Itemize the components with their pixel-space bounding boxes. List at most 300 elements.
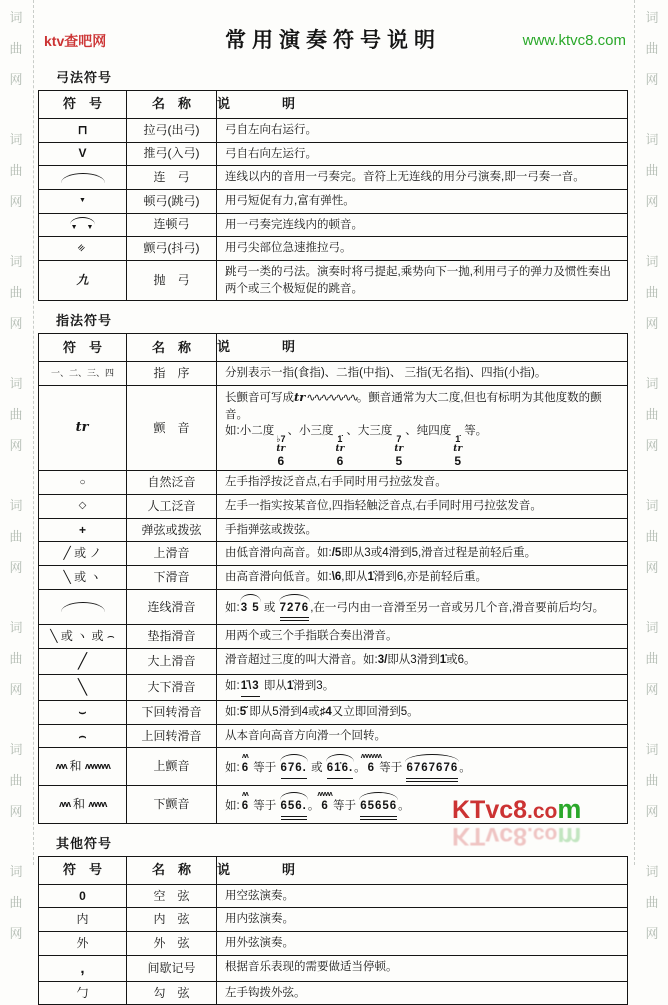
- mordent-over-note: 6 ʌʌ: [241, 753, 249, 775]
- notation-text: 或: [307, 762, 326, 775]
- notation-text: 根据音乐表现的需要做适当停顿。: [225, 960, 398, 973]
- name-cell: 勾 弦: [126, 982, 216, 1005]
- watermark-char: 网: [9, 316, 23, 331]
- table-row: [39, 494, 627, 518]
- name-cell: 颤弓(抖弓): [126, 237, 216, 260]
- symbol-table: [38, 90, 628, 301]
- description-cell: [216, 143, 627, 166]
- notation-text: 弓自右向左运行。: [225, 147, 317, 160]
- name-cell: 间歇记号: [126, 956, 216, 981]
- notation-text: 和: [66, 759, 85, 774]
- watermark-char: 曲: [9, 651, 23, 666]
- notation-text: 由高音滑向低音。如:: [225, 571, 332, 584]
- notation-text: 等于: [250, 762, 280, 775]
- notation-text: \6: [331, 571, 342, 584]
- table-row: [39, 724, 627, 748]
- notation-text: 用弓短促有力,富有弹性。: [225, 194, 355, 207]
- notation-text: 7276: [280, 600, 310, 622]
- notation-text: 由低音滑向高音。如:: [225, 547, 332, 560]
- notation-text: ▼ ▼: [70, 224, 95, 232]
- watermark-char: 曲: [645, 41, 659, 56]
- column-header: 符 号: [62, 339, 102, 355]
- description-cell: [216, 119, 627, 142]
- page-header: [38, 22, 628, 58]
- notation-text: 外: [76, 935, 89, 950]
- watermark-char: 词: [645, 376, 659, 391]
- table-row: [39, 700, 627, 724]
- table-row: [39, 361, 627, 385]
- notation-text: 左手指浮按泛音点,右手同时用弓拉弦发音。: [225, 476, 447, 489]
- table-header-row: [39, 334, 627, 361]
- watermark-char: 网: [645, 682, 659, 697]
- notation-text: 和: [69, 797, 89, 811]
- description-cell: [216, 519, 627, 542]
- watermark-char: 词: [645, 620, 659, 635]
- notation-text: 。: [354, 762, 366, 775]
- description-cell: [216, 932, 627, 955]
- mordent-symbol: ʌʌʌʌʌ: [88, 799, 106, 810]
- notation-text: 如:: [225, 706, 240, 719]
- table-row: [39, 541, 627, 565]
- notation-text: 65656: [360, 798, 397, 820]
- name-cell: 指 序: [126, 362, 216, 385]
- description-cell: [216, 261, 627, 300]
- notation-text: 。颤音通常为大二度,但也有标明为其他度数的颤音。: [225, 391, 602, 421]
- watermark-char: 曲: [645, 407, 659, 422]
- section-1: [38, 67, 628, 301]
- notation-text: 九: [76, 273, 89, 288]
- logo-text-main: KTvc8: [452, 796, 528, 824]
- logo-text-m: m: [557, 794, 582, 824]
- notation-text: ○: [79, 476, 86, 488]
- table-row: [39, 385, 627, 471]
- description-cell: [216, 214, 627, 237]
- notation-text: 即从: [260, 680, 287, 693]
- name-cell: 大上滑音: [126, 649, 216, 674]
- notation-text: 勹: [76, 985, 89, 1000]
- watermark-char: 曲: [9, 285, 23, 300]
- notation-text: 、大三度: [346, 425, 393, 438]
- description-cell: [216, 725, 627, 748]
- notation-text: ⊓: [77, 122, 88, 138]
- description-cell: [216, 542, 627, 565]
- table-row: [39, 142, 627, 166]
- table-header-row: [39, 91, 627, 118]
- description-cell: [216, 495, 627, 518]
- description-cell: [216, 166, 627, 189]
- watermark-char: 网: [9, 682, 23, 697]
- watermark-right: [641, 2, 663, 941]
- name-cell: 下滑音: [126, 566, 216, 589]
- name-cell: 上颤音: [126, 748, 216, 785]
- column-header: 符 号: [62, 96, 102, 112]
- notation-text: 676.: [281, 760, 307, 779]
- notation-text: 滑到3。: [293, 680, 335, 693]
- symbol-cell: [39, 701, 126, 724]
- symbol-cell: [39, 649, 126, 674]
- watermark-char: 曲: [9, 407, 23, 422]
- watermark-char: 网: [645, 804, 659, 819]
- notation-text: 。: [398, 800, 410, 813]
- symbol-cell: [39, 166, 126, 189]
- notation-text: ≡: [75, 241, 89, 255]
- notation-text: ╱ 或 ノ: [63, 546, 102, 561]
- site-url-right: www.ktvc8.com: [522, 32, 626, 49]
- symbol-cell: [39, 495, 126, 518]
- name-cell: 内 弦: [126, 908, 216, 931]
- watermark-char: 词: [9, 864, 23, 879]
- watermark-char: 网: [9, 194, 23, 209]
- watermark-char: 网: [9, 438, 23, 453]
- table-row: [39, 118, 627, 142]
- table-row: [39, 589, 627, 625]
- watermark-char: 网: [645, 72, 659, 87]
- notation-text: 即从3或4滑到5,滑音过程是前轻后重。: [341, 547, 537, 560]
- column-header: 符 号: [62, 862, 102, 878]
- notation-text: 滑音超过三度的叫大滑音。如:: [225, 654, 378, 667]
- jianpu-trill-stack: 1̇ tr 5: [453, 434, 463, 469]
- notation-text: 61̇6.: [327, 760, 353, 779]
- symbol-cell: [39, 748, 126, 785]
- symbol-table: [38, 333, 628, 824]
- notation-text: 分别表示一指(食指)、二指(中指)、 三指(无名指)、四指(小指)。: [225, 367, 547, 380]
- notation-text: 1̇: [286, 680, 294, 693]
- logo-text-co: .co: [527, 800, 558, 823]
- notation-text: 、纯四度: [405, 425, 452, 438]
- notation-text: ⌣: [78, 704, 87, 719]
- description-cell: [216, 362, 627, 385]
- symbol-cell: [39, 542, 126, 565]
- notation-text: 又立即回滑到5。: [331, 706, 419, 719]
- section-2: [38, 310, 628, 824]
- watermark-char: 网: [645, 926, 659, 941]
- notation-text: 如:小二度: [225, 425, 275, 438]
- notation-text: 弓自左向右运行。: [225, 123, 317, 136]
- mordent-over-note: 6 ʌʌʌʌʌ: [317, 791, 332, 813]
- mordent-symbol: ʌʌʌ: [59, 799, 70, 810]
- name-cell: 空 弦: [126, 885, 216, 908]
- symbol-cell: [39, 566, 126, 589]
- symbol-cell: [39, 956, 126, 981]
- symbol-cell: [39, 237, 126, 260]
- symbol-cell: [39, 119, 126, 142]
- name-cell: 颤 音: [126, 386, 216, 471]
- watermark-char: 词: [9, 254, 23, 269]
- description-cell: [216, 649, 627, 674]
- jianpu-trill-stack: 1̇ tr 6: [335, 434, 345, 469]
- symbol-cell: [39, 214, 126, 237]
- symbol-cell: [39, 982, 126, 1005]
- table-row: [39, 236, 627, 260]
- notation-text: V: [78, 146, 87, 161]
- section-3: [38, 833, 628, 1005]
- symbol-cell: [39, 590, 126, 625]
- section-label: 指法符号: [56, 313, 113, 329]
- table-row: [39, 747, 627, 785]
- notation-text: 用外弦演奏。: [225, 936, 294, 949]
- dashed-guide-right: [634, 0, 635, 865]
- symbol-cell: [39, 471, 126, 494]
- notation-text: ▼: [79, 197, 86, 205]
- notation-text: /5: [331, 547, 342, 560]
- notation-text: 、小三度: [287, 425, 334, 438]
- notation-text: 3/: [377, 654, 388, 667]
- jianpu-trill-stack: 7 tr 5: [394, 434, 404, 469]
- notation-text: 1̇\3: [241, 678, 260, 697]
- table-row: [39, 213, 627, 237]
- symbol-cell: [39, 143, 126, 166]
- notation-text: 即从5滑到4或: [246, 706, 320, 719]
- notation-text: 等于: [329, 800, 360, 813]
- section-label: 其他符号: [56, 835, 113, 851]
- notation-text: tr: [294, 389, 306, 404]
- notation-text: ,: [80, 959, 85, 977]
- notation-text: ╲ 或 ヽ 或 ⌢: [50, 629, 115, 644]
- column-header: 名 称: [126, 91, 216, 118]
- watermark-char: 词: [645, 864, 659, 879]
- notation-text: 或6。: [446, 654, 476, 667]
- mordent-over-note: 6 ʌʌ: [241, 791, 249, 813]
- description-cell: [216, 885, 627, 908]
- mordent-over-note: 6 ʌʌʌʌʌʌʌ: [360, 753, 382, 775]
- table-row: [39, 470, 627, 494]
- symbol-cell: [39, 519, 126, 542]
- notation-text: ∿∿∿∿∿∿∿: [306, 391, 357, 404]
- watermark-char: 词: [9, 742, 23, 757]
- column-header: 说 明: [216, 857, 627, 884]
- description-cell: [216, 590, 627, 625]
- symbol-cell: [39, 908, 126, 931]
- table-row: [39, 981, 627, 1005]
- logo-text-co: .co: [527, 823, 558, 846]
- watermark-char: 曲: [9, 773, 23, 788]
- symbol-cell: [39, 386, 126, 471]
- name-cell: 大下滑音: [126, 675, 216, 700]
- name-cell: 连线滑音: [126, 590, 216, 625]
- description-cell: [216, 908, 627, 931]
- table-row: [39, 165, 627, 189]
- notation-text: 连线以内的音用一弓奏完。音符上无连线的用分弓演奏,即一弓奏一音。: [225, 171, 585, 184]
- name-cell: 拉弓(出弓): [126, 119, 216, 142]
- description-cell: [216, 237, 627, 260]
- jianpu-trill-stack: ♭7 tr 6: [276, 434, 286, 469]
- table-row: [39, 648, 627, 674]
- watermark-char: 词: [9, 620, 23, 635]
- slur-arc-symbol: [61, 602, 105, 612]
- notation-text: 5̆: [239, 706, 247, 719]
- name-cell: 下回转滑音: [126, 701, 216, 724]
- symbol-cell: [39, 261, 126, 300]
- description-cell: [216, 982, 627, 1005]
- page-title: 常用演奏符号说明: [225, 29, 441, 52]
- column-header: 说 明: [216, 334, 627, 361]
- notation-text: 用两个或三个手指联合奏出滑音。: [225, 630, 398, 643]
- notation-text: 或: [260, 601, 279, 614]
- notation-text: 长颤音可写成: [225, 391, 294, 404]
- watermark-char: 网: [9, 72, 23, 87]
- table-row: [39, 189, 627, 213]
- notation-text: 如:: [225, 762, 240, 775]
- watermark-char: 曲: [645, 285, 659, 300]
- symbol-cell: [39, 885, 126, 908]
- table-row: [39, 518, 627, 542]
- notation-text: 3 5: [241, 600, 260, 617]
- notation-text: 一、二、三、四: [50, 368, 114, 379]
- watermark-char: 网: [645, 560, 659, 575]
- name-cell: 自然泛音: [126, 471, 216, 494]
- notation-text: 滑到6,亦是前轻后重。: [373, 571, 487, 584]
- section-label: 弓法符号: [56, 70, 113, 85]
- table-header-row: [39, 857, 627, 884]
- notation-text: 左手一指实按某音位,四指轻触泛音点,右手同时用弓拉弦发音。: [225, 500, 542, 513]
- name-cell: 人工泛音: [126, 495, 216, 518]
- notation-text: 内: [76, 912, 89, 927]
- watermark-char: 网: [645, 438, 659, 453]
- symbol-table: [38, 856, 628, 1005]
- symbol-cell: [39, 786, 126, 823]
- table-row: [39, 565, 627, 589]
- symbol-cell: [39, 625, 126, 648]
- symbol-cell: [39, 932, 126, 955]
- watermark-char: 曲: [645, 651, 659, 666]
- notation-text: ,在一弓内由一音滑至另一音或另几个音,滑音要前后均匀。: [310, 601, 605, 614]
- watermark-char: 曲: [645, 773, 659, 788]
- name-cell: 外 弦: [126, 932, 216, 955]
- name-cell: 垫指滑音: [126, 625, 216, 648]
- watermark-char: 词: [9, 10, 23, 25]
- table-row: [39, 931, 627, 955]
- notation-text: 等。: [464, 425, 488, 438]
- notation-text: ♯4: [319, 706, 332, 719]
- ktvc8-logo-watermark: [452, 794, 627, 856]
- notation-text: 。: [307, 800, 320, 813]
- ktvc8-logo-reflection: [452, 821, 581, 852]
- column-header: 名 称: [126, 857, 216, 884]
- watermark-char: 曲: [645, 895, 659, 910]
- watermark-char: 词: [645, 132, 659, 147]
- notation-text: 从本音向高音方向滑一个回转。: [225, 729, 386, 742]
- notation-text: 656.: [281, 798, 307, 820]
- table-row: [39, 907, 627, 931]
- slur-arc-symbol: [61, 173, 105, 183]
- notation-text: +: [78, 522, 86, 537]
- watermark-char: 曲: [9, 895, 23, 910]
- table-row: [39, 884, 627, 908]
- description-cell: [216, 625, 627, 648]
- notation-text: ╱: [77, 653, 88, 671]
- table-row: [39, 624, 627, 648]
- notation-text: 跳弓一类的弓法。演奏时将弓提起,乘势向下一抛,利用弓子的弹力及惯性奏出两个或三个极短促的跳音。: [225, 265, 611, 295]
- notation-text: 6767676: [406, 760, 458, 782]
- notation-text: 如:: [225, 601, 240, 614]
- notation-text: 用空弦演奏。: [225, 889, 294, 902]
- watermark-char: 词: [9, 376, 23, 391]
- watermark-char: 曲: [645, 163, 659, 178]
- logo-text-m: m: [557, 822, 582, 852]
- watermark-char: 曲: [645, 529, 659, 544]
- column-header: 名 称: [126, 334, 216, 361]
- description-cell: [216, 566, 627, 589]
- watermark-char: 网: [9, 560, 23, 575]
- watermark-char: 曲: [9, 41, 23, 56]
- mordent-symbol: ʌʌʌ: [55, 761, 67, 772]
- description-cell: [216, 748, 627, 785]
- notation-text: ,即从: [341, 571, 368, 584]
- notation-text: ◇: [78, 500, 87, 512]
- name-cell: 下颤音: [126, 786, 216, 823]
- watermark-char: 词: [645, 742, 659, 757]
- symbol-cell: [39, 190, 126, 213]
- table-row: [39, 955, 627, 981]
- notation-text: 如:: [225, 680, 240, 693]
- notation-text: 用弓尖部位急速推拉弓。: [225, 242, 352, 255]
- dashed-guide-left: [33, 0, 34, 865]
- watermark-char: 词: [9, 498, 23, 513]
- notation-text: 1̇: [439, 654, 447, 667]
- notation-text: 等于: [250, 800, 280, 813]
- watermark-char: 词: [645, 498, 659, 513]
- name-cell: 推弓(入弓): [126, 143, 216, 166]
- name-cell: 抛 弓: [126, 261, 216, 300]
- notation-text: 用内弦演奏。: [225, 913, 294, 926]
- watermark-char: 网: [9, 926, 23, 941]
- watermark-char: 网: [9, 804, 23, 819]
- notation-text: 用一弓奏完连线内的顿音。: [225, 218, 363, 231]
- column-header: 说 明: [216, 91, 627, 118]
- notation-text: ╲: [77, 679, 88, 697]
- name-cell: 上回转滑音: [126, 725, 216, 748]
- notation-text: 即从3滑到: [387, 654, 440, 667]
- watermark-char: 词: [645, 254, 659, 269]
- description-cell: [216, 190, 627, 213]
- notation-text: 0: [79, 888, 86, 903]
- watermark-char: 词: [9, 132, 23, 147]
- mordent-symbol: ʌʌʌʌʌʌʌ: [84, 761, 110, 772]
- notation-text: ⌢: [78, 728, 87, 743]
- description-cell: [216, 675, 627, 700]
- watermark-char: 网: [645, 316, 659, 331]
- description-cell: [216, 701, 627, 724]
- watermark-left: [5, 2, 27, 941]
- symbol-cell: [39, 362, 126, 385]
- description-cell: [216, 956, 627, 981]
- notation-text: ╲ 或 ヽ: [63, 569, 102, 584]
- site-name-left: ktv查吧网: [44, 33, 107, 49]
- table-row: [39, 674, 627, 700]
- notation-text: 如:: [225, 800, 240, 813]
- description-cell: [216, 386, 627, 471]
- watermark-char: 网: [645, 194, 659, 209]
- name-cell: 顿弓(跳弓): [126, 190, 216, 213]
- notation-text: 左手钩拨外弦。: [225, 986, 306, 999]
- notation-text: 。: [459, 762, 471, 775]
- notation-text: 手指弹弦或拨弦。: [225, 523, 317, 536]
- name-cell: 连顿弓: [126, 214, 216, 237]
- watermark-char: 曲: [9, 163, 23, 178]
- document-body: [38, 22, 628, 1005]
- name-cell: 上滑音: [126, 542, 216, 565]
- symbol-cell: [39, 675, 126, 700]
- notation-text: 1̇: [367, 571, 374, 584]
- notation-text: 等于: [376, 762, 406, 775]
- name-cell: 连 弓: [126, 166, 216, 189]
- watermark-char: 曲: [9, 529, 23, 544]
- name-cell: 弹弦或拨弦: [126, 519, 216, 542]
- description-cell: [216, 471, 627, 494]
- table-row: [39, 260, 627, 300]
- notation-text: tr: [75, 419, 89, 435]
- symbol-cell: [39, 725, 126, 748]
